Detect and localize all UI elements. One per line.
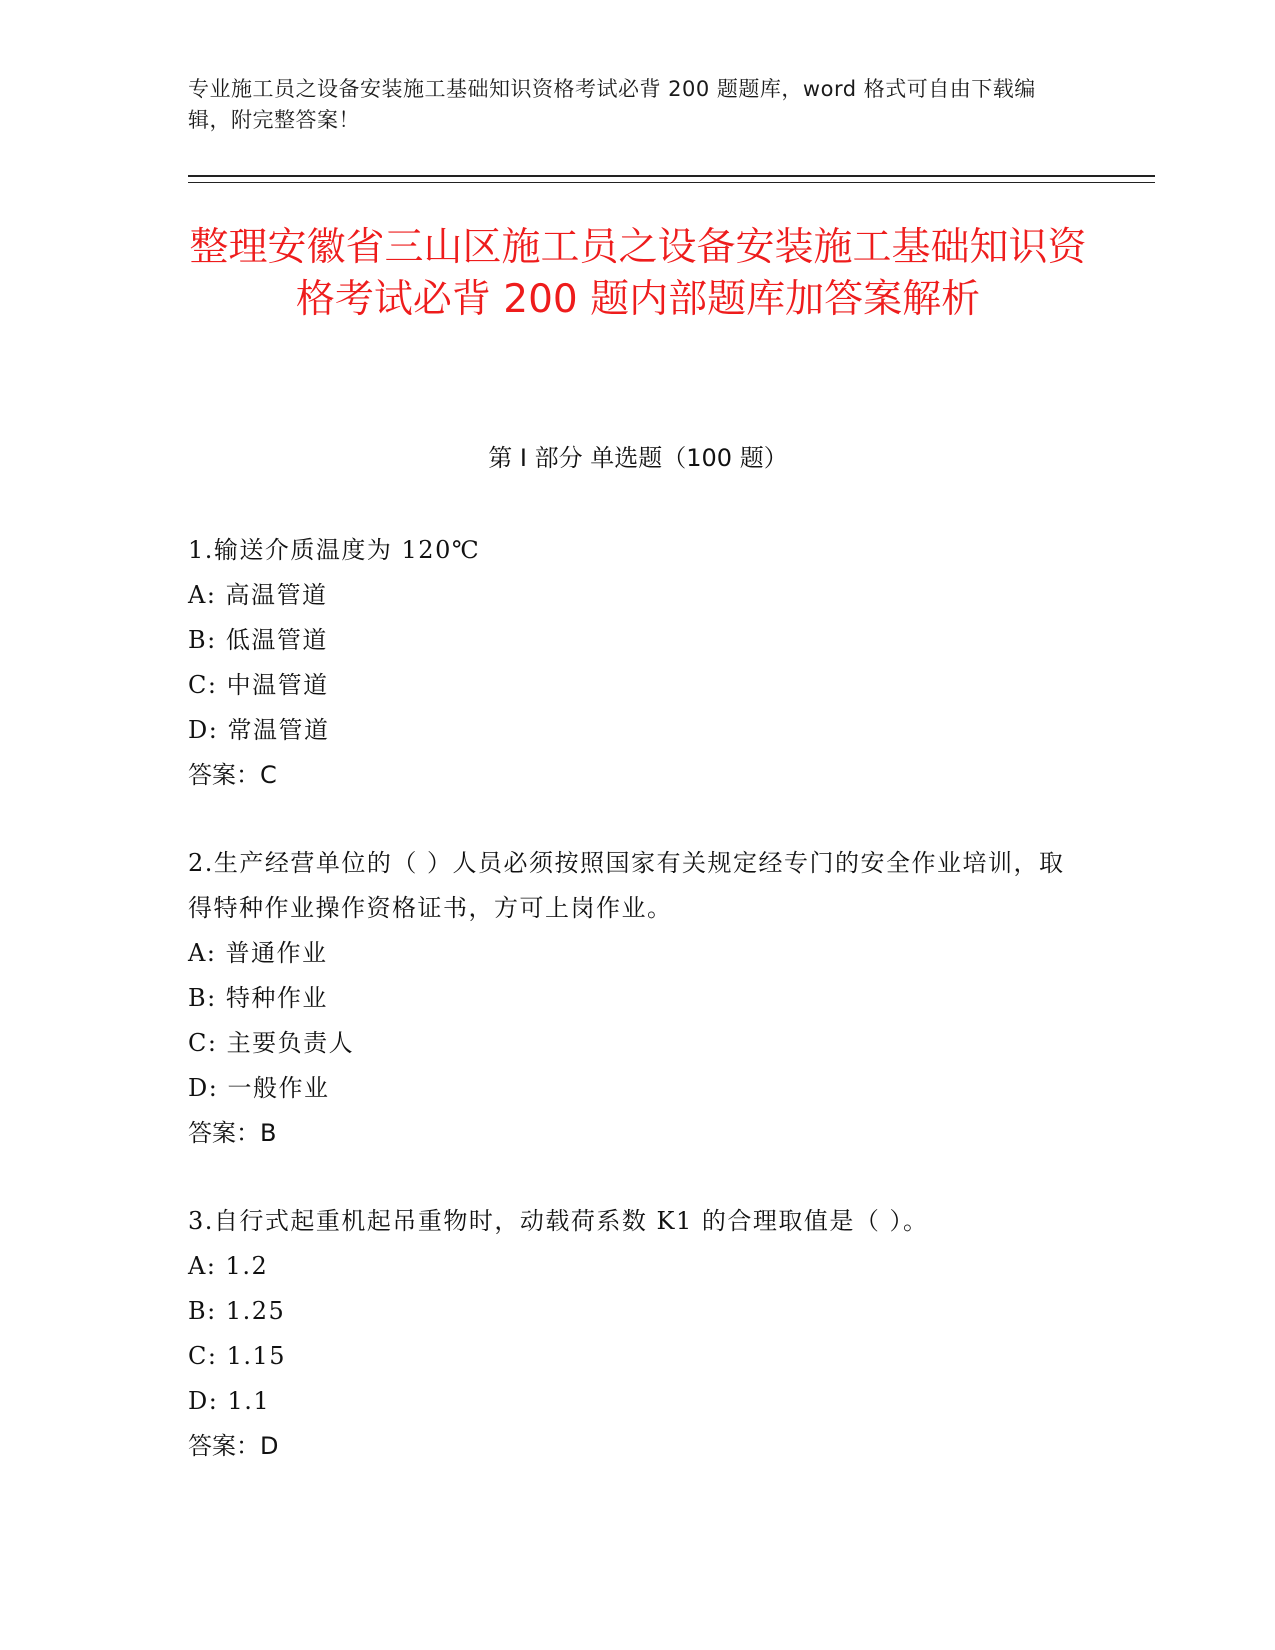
option-c: C: 中温管道	[188, 671, 329, 699]
option-d: D: 1.1	[188, 1387, 271, 1415]
option-b: B: 低温管道	[188, 626, 328, 654]
question-list	[188, 528, 1088, 1512]
option-b: B: 1.25	[188, 1297, 286, 1325]
section-title: 第 I 部分 单选题（100 题）	[488, 444, 788, 472]
question-answer: 答案：B	[188, 1119, 277, 1147]
question-stem: 1.输送介质温度为 120℃	[188, 536, 481, 564]
question-stem: 2.生产经营单位的（ ）人员必须按照国家有关规定经专门的安全作业培训，取得特种作业操作资格证书，方可上岗作业。	[188, 849, 1065, 922]
header-rule-thick	[188, 175, 1155, 177]
question-item-1	[188, 528, 1088, 798]
document-title: 整理安徽省三山区施工员之设备安装施工基础知识资格考试必背 200 题内部题库加答案解析	[189, 225, 1087, 322]
question-answer: 答案：D	[188, 1432, 279, 1460]
option-a: A: 高温管道	[188, 581, 328, 609]
option-d: D: 常温管道	[188, 716, 330, 744]
option-d: D: 一般作业	[188, 1074, 330, 1102]
question-item-2	[188, 841, 1088, 1156]
option-c: C: 1.15	[188, 1342, 287, 1370]
option-a: A: 普通作业	[188, 939, 328, 967]
question-stem: 3.自行式起重机起吊重物时，动载荷系数 K1 的合理取值是（ ）。	[188, 1207, 929, 1235]
question-answer: 答案：C	[188, 761, 277, 789]
option-c: C: 主要负责人	[188, 1029, 355, 1057]
option-a: A: 1.2	[188, 1252, 269, 1280]
option-b: B: 特种作业	[188, 984, 328, 1012]
question-item-3	[188, 1199, 1088, 1469]
header-rule-thin	[188, 182, 1155, 183]
header-note: 专业施工员之设备安装施工基础知识资格考试必背 200 题题库，word 格式可自由下载编辑，附完整答案！	[188, 77, 1036, 132]
